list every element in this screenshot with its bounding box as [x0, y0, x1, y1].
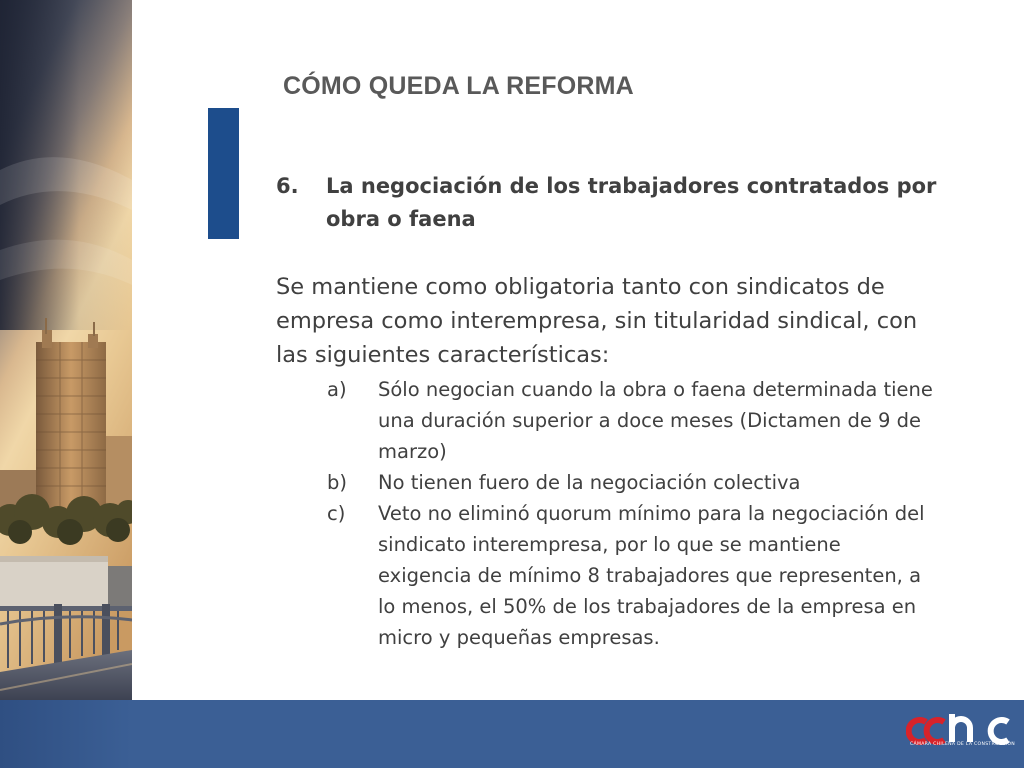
- body-paragraph: Se mantiene como obligatoria tanto con sindicatos de empresa como interempresa, sin titularidad sindical, con las siguientes características:: [276, 274, 918, 368]
- city-skyline-illustration: [0, 0, 132, 768]
- list-item-marker: b): [327, 471, 347, 494]
- list-item-text: Veto no eliminó quorum mínimo para la negociación del sindicato interempresa, por lo que se mantiene exigencia de mínimo 8 trabajadores que representen, a lo menos, el 50% de los trabajadores de la empresa en micro y pequeñas empresas.: [378, 502, 925, 649]
- list-item-text: Sólo negocian cuando la obra o faena determinada tiene una duración superior a doce meses (Dictamen de 9 de marzo): [378, 378, 933, 463]
- accent-bar: [208, 108, 239, 239]
- lettered-list: [327, 374, 937, 653]
- city-skyline-photo: [0, 0, 132, 768]
- cchc-logo: [906, 712, 1016, 756]
- footer-bar-left-shade: [0, 700, 132, 768]
- list-item: [327, 374, 937, 467]
- section-title: CÓMO QUEDA LA REFORMA: [283, 72, 634, 100]
- list-item-marker: c): [327, 502, 346, 525]
- list-item: [327, 467, 937, 498]
- heading-number: 6.: [276, 174, 299, 198]
- logo-caption: CÁMARA CHILENA DE LA CONSTRUCCIÓN: [910, 742, 1016, 747]
- list-item-text: No tienen fuero de la negociación colectiva: [378, 471, 801, 494]
- list-item-marker: a): [327, 378, 347, 401]
- footer-bar: [0, 700, 1024, 768]
- numbered-heading: [276, 170, 946, 236]
- logo-mark-red: [909, 720, 944, 742]
- heading-text: La negociación de los trabajadores contratados por obra o faena: [326, 174, 937, 231]
- list-item: [327, 498, 937, 653]
- logo-mark-white: [952, 714, 1008, 742]
